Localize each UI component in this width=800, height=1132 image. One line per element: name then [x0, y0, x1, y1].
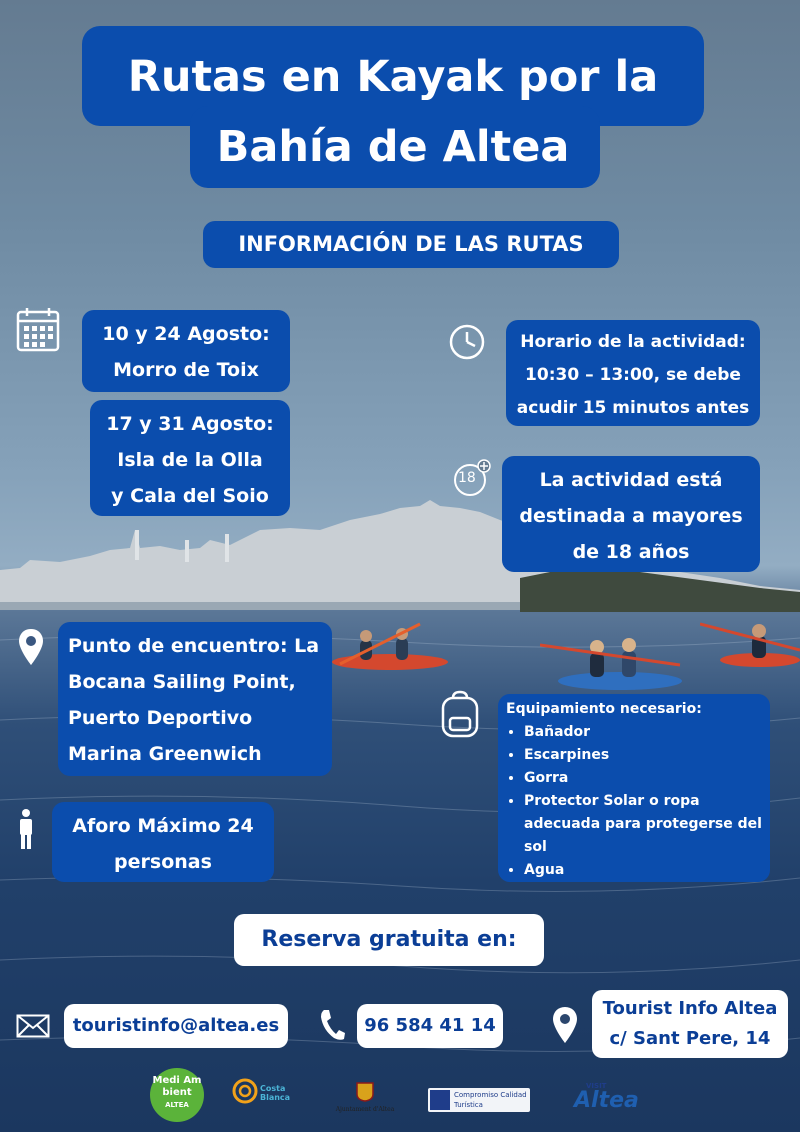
- logo-altea-text: Altea: [574, 1088, 639, 1113]
- logo-visit-text: VISIT: [586, 1082, 607, 1090]
- kayak-group-right: [700, 620, 800, 670]
- equipment-item-protector: • Protector Solar o ropa adecuada para protegerse del sol: [524, 790, 762, 859]
- office-location-icon: [552, 1006, 578, 1044]
- logo-ajuntament: [332, 1082, 398, 1122]
- office-address: [592, 990, 788, 1058]
- meeting-point-box: [58, 622, 332, 776]
- equipment-title: Equipamiento necesario:: [506, 701, 702, 717]
- phone-icon: [318, 1008, 346, 1042]
- title-line2: Bahía de Altea: [216, 122, 570, 172]
- logo-visit-altea: [572, 1082, 642, 1118]
- logo-costa-blanca: [232, 1078, 304, 1108]
- logo-compromiso-mark: [430, 1090, 450, 1110]
- age-box: [502, 456, 760, 572]
- logo-compromiso: [428, 1088, 530, 1112]
- schedule-box: [506, 320, 760, 426]
- logo-ajuntament-text: Ajuntament d'Altea: [335, 1106, 395, 1113]
- route-1-place: Morro de Toix: [113, 359, 259, 381]
- phone-number[interactable]: 96 584 41 14: [357, 1004, 503, 1048]
- meeting-line-3: Puerto Deportivo: [68, 707, 253, 729]
- backpack-icon: [437, 690, 483, 740]
- office-street: c/ Sant Pere, 14: [609, 1028, 771, 1049]
- age-line-1: La actividad está: [539, 469, 723, 491]
- route-1-box: [82, 310, 290, 392]
- schedule-time: 10:30 – 13:00, se debe: [525, 365, 741, 385]
- schedule-note: acudir 15 minutos antes: [516, 398, 750, 418]
- calendar-icon: [16, 306, 60, 352]
- sun-spiral-icon: [232, 1078, 258, 1104]
- route-2-place-1: Isla de la Olla: [117, 449, 263, 471]
- kayak-group-left: [330, 620, 450, 675]
- age-badge-text: 18: [458, 470, 476, 486]
- reservation-heading: Reserva gratuita en:: [234, 914, 544, 966]
- logo-compromiso-text: Compromiso Calidad Turística: [454, 1091, 527, 1109]
- age-18-plus-icon: [452, 458, 494, 498]
- sponsor-logos: [0, 1064, 800, 1124]
- kayak-group-center: [540, 625, 690, 695]
- meeting-line-1: Punto de encuentro: La: [68, 635, 320, 657]
- route-2-dates: 17 y 31 Agosto:: [106, 413, 274, 435]
- equipment-item-agua: • Agua: [524, 859, 762, 882]
- capacity-line-2: personas: [114, 851, 212, 873]
- logo-medi-ambient-sub: ALTEA: [165, 1101, 189, 1109]
- logo-medi-ambient: [150, 1068, 204, 1122]
- route-1-dates: 10 y 24 Agosto:: [102, 323, 270, 345]
- page-title: [82, 42, 704, 182]
- route-2-box: [90, 400, 290, 516]
- capacity-line-1: Aforo Máximo 24: [72, 815, 254, 837]
- capacity-box: [52, 802, 274, 882]
- schedule-label: Horario de la actividad:: [520, 332, 746, 352]
- coat-of-arms-icon: [356, 1082, 374, 1102]
- age-line-2: destinada a mayores: [519, 505, 743, 527]
- logo-costa-blanca-text: Costa Blanca: [260, 1084, 291, 1102]
- office-name: Tourist Info Altea: [602, 998, 778, 1019]
- section-subtitle: INFORMACIÓN DE LAS RUTAS: [203, 221, 619, 268]
- title-line1: Rutas en Kayak por la: [127, 52, 659, 102]
- equipment-box: [498, 694, 770, 882]
- equipment-item-banador: • Bañador: [524, 721, 762, 744]
- mail-icon: [16, 1014, 50, 1038]
- location-pin-icon: [18, 628, 44, 666]
- route-2-place-2: y Cala del Soio: [111, 485, 269, 507]
- logo-medi-ambient-text: Medi Am bient: [152, 1075, 202, 1098]
- equipment-item-gorra: • Gorra: [524, 767, 762, 790]
- age-line-3: de 18 años: [572, 541, 690, 563]
- meeting-line-4: Marina Greenwich: [68, 743, 262, 765]
- equipment-list: [506, 721, 762, 882]
- equipment-item-escarpines: • Escarpines: [524, 744, 762, 767]
- person-icon: [16, 808, 36, 850]
- email-link[interactable]: touristinfo@altea.es: [64, 1004, 288, 1048]
- clock-icon: [447, 322, 487, 362]
- meeting-line-2: Bocana Sailing Point,: [68, 671, 296, 693]
